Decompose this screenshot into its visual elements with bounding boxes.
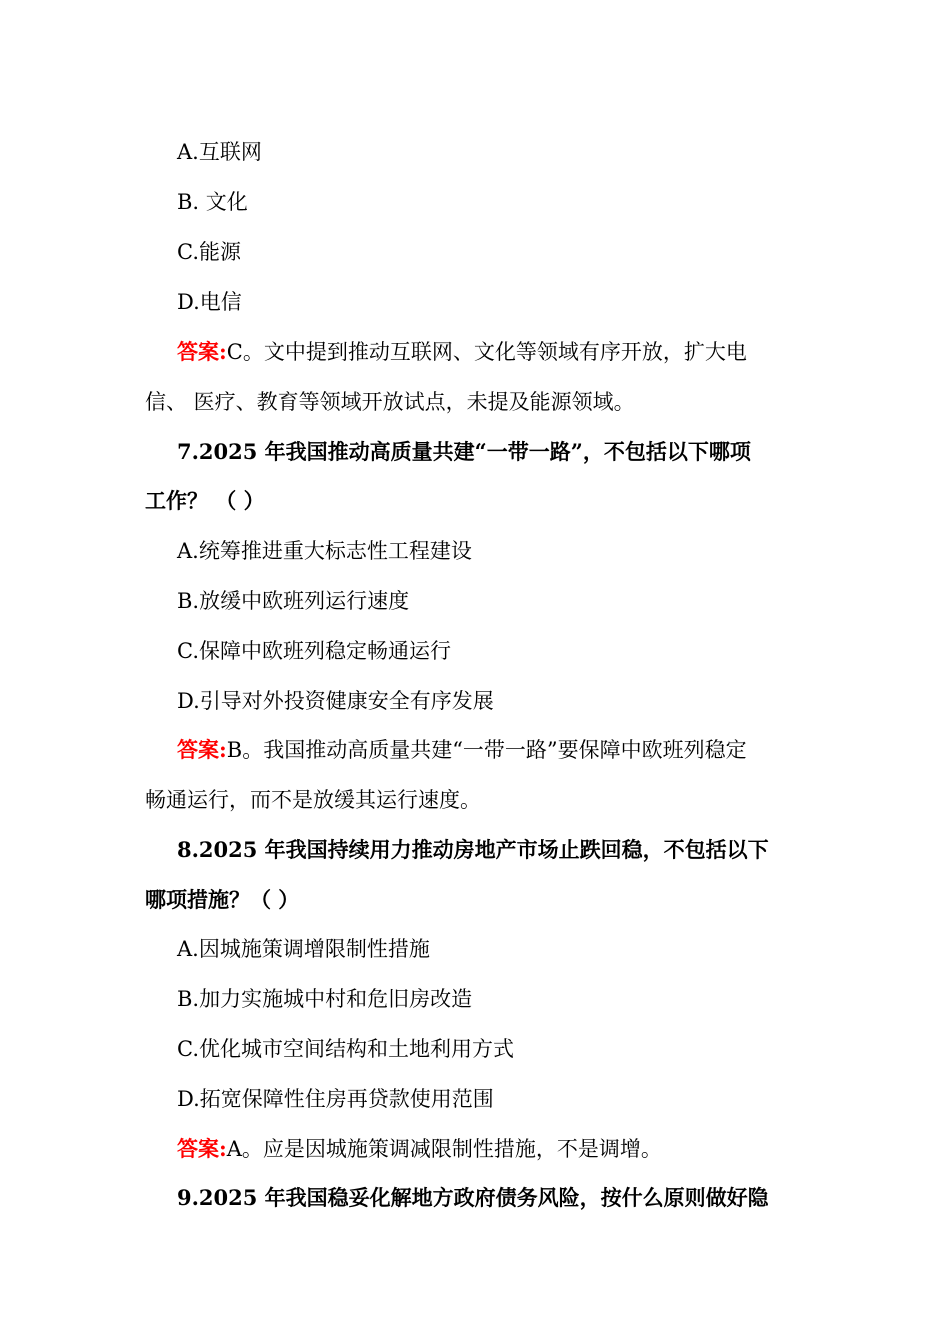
q6-option-d: D.电信	[177, 290, 242, 314]
q7-option-c: C.保障中欧班列稳定畅通运行	[177, 639, 451, 663]
q6-answer	[177, 337, 747, 367]
q8-answer	[177, 1134, 662, 1164]
q8-option-a: A.因城施策调增限制性措施	[177, 937, 430, 961]
q7-option-d: D.引导对外投资健康安全有序发展	[177, 689, 494, 713]
q8-option-c: C.优化城市空间结构和土地利用方式	[177, 1037, 514, 1061]
q6-option-a: A.互联网	[177, 140, 262, 164]
q7-answer-continued: 畅通运行，而不是放缓其运行速度。	[145, 788, 481, 812]
q8-option-b: B.加力实施城中村和危旧房改造	[177, 987, 473, 1011]
answer-label: 答案:	[177, 1136, 227, 1161]
q7-question-continued: 工作？ （ ）	[145, 488, 265, 513]
answer-text: B。我国推动高质量共建“一带一路”要保障中欧班列稳定	[226, 738, 747, 762]
q6-option-b: B. 文化	[177, 190, 248, 214]
q8-question: 8.2025 年我国持续用力推动房地产市场止跌回稳，不包括以下	[177, 837, 769, 862]
q9-question: 9.2025 年我国稳妥化解地方政府债务风险，按什么原则做好隐	[177, 1185, 769, 1210]
answer-label: 答案:	[177, 339, 227, 364]
q6-option-c: C.能源	[177, 240, 241, 264]
q7-question: 7.2025 年我国推动高质量共建“一带一路”，不包括以下哪项	[177, 439, 751, 464]
answer-label: 答案:	[177, 737, 227, 762]
q7-answer	[177, 735, 747, 765]
q8-question-continued: 哪项措施？（ ）	[145, 887, 300, 912]
q6-answer-continued: 信、 医疗、教育等领域开放试点，未提及能源领域。	[145, 390, 635, 414]
answer-text: C。文中提到推动互联网、文化等领域有序开放，扩大电	[226, 340, 747, 364]
q7-option-a: A.统筹推进重大标志性工程建设	[177, 539, 472, 563]
q7-option-b: B.放缓中欧班列运行速度	[177, 589, 410, 613]
q8-option-d: D.拓宽保障性住房再贷款使用范围	[177, 1087, 494, 1111]
answer-text: A。应是因城施策调减限制性措施，不是调增。	[226, 1137, 662, 1161]
